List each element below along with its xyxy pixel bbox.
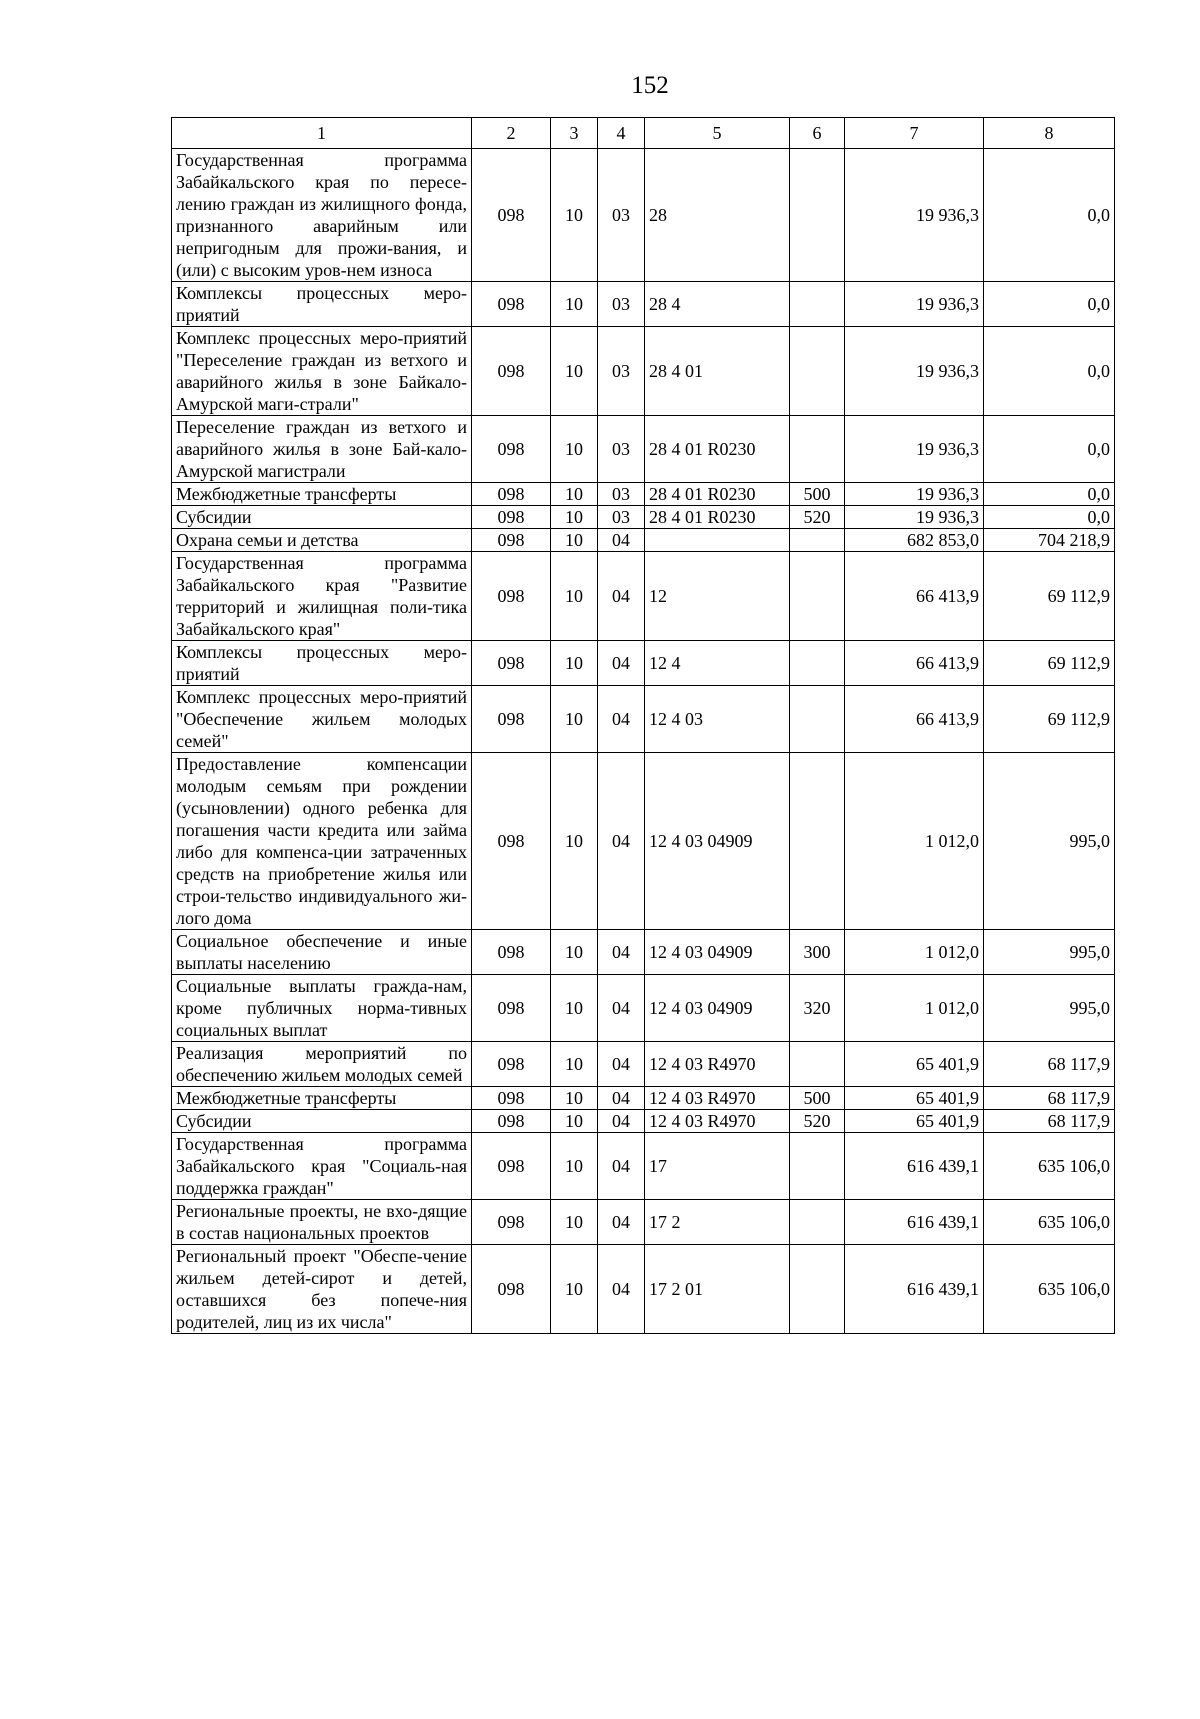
amount-year1-cell: 19 936,3 — [845, 282, 984, 327]
header-cell-7: 7 — [845, 118, 984, 149]
section-cell: 10 — [551, 327, 598, 416]
item-name-cell: Региональный проект "Обеспе-чение жильем детей-сирот и детей, оставшихся без попече-ния родителей, лиц из их числа" — [172, 1245, 472, 1334]
section-cell: 10 — [551, 529, 598, 552]
amount-year1-cell: 1 012,0 — [845, 975, 984, 1042]
item-name-cell: Охрана семьи и детства — [172, 529, 472, 552]
target-article-cell: 28 4 01 R0230 — [645, 483, 790, 506]
amount-year1-cell: 66 413,9 — [845, 552, 984, 641]
target-article-cell: 17 2 — [645, 1200, 790, 1245]
target-article-cell: 17 2 01 — [645, 1245, 790, 1334]
admin-code-cell: 098 — [472, 483, 551, 506]
amount-year2-cell: 68 117,9 — [984, 1087, 1115, 1110]
target-article-cell: 12 — [645, 552, 790, 641]
target-article-cell: 12 4 03 04909 — [645, 753, 790, 930]
section-cell: 10 — [551, 282, 598, 327]
amount-year1-cell: 19 936,3 — [845, 149, 984, 282]
subsection-cell: 03 — [598, 416, 645, 483]
table-row — [172, 641, 1115, 686]
item-name-cell: Межбюджетные трансферты — [172, 1087, 472, 1110]
amount-year1-cell: 616 439,1 — [845, 1133, 984, 1200]
target-article-cell: 12 4 03 R4970 — [645, 1042, 790, 1087]
subsection-cell: 04 — [598, 753, 645, 930]
table-row — [172, 686, 1115, 753]
expense-type-cell — [790, 282, 845, 327]
expense-type-cell — [790, 1042, 845, 1087]
table-row — [172, 416, 1115, 483]
amount-year2-cell: 0,0 — [984, 282, 1115, 327]
amount-year2-cell: 704 218,9 — [984, 529, 1115, 552]
amount-year1-cell: 19 936,3 — [845, 483, 984, 506]
section-cell: 10 — [551, 1087, 598, 1110]
expense-type-cell: 500 — [790, 483, 845, 506]
expense-type-cell — [790, 686, 845, 753]
expense-type-cell — [790, 149, 845, 282]
admin-code-cell: 098 — [472, 1200, 551, 1245]
budget-table — [171, 117, 1115, 1334]
admin-code-cell: 098 — [472, 1245, 551, 1334]
admin-code-cell: 098 — [472, 506, 551, 529]
admin-code-cell: 098 — [472, 753, 551, 930]
amount-year2-cell: 0,0 — [984, 416, 1115, 483]
section-cell: 10 — [551, 686, 598, 753]
target-article-cell: 12 4 03 R4970 — [645, 1087, 790, 1110]
header-cell-8: 8 — [984, 118, 1115, 149]
expense-type-cell: 520 — [790, 1110, 845, 1133]
section-cell: 10 — [551, 1042, 598, 1087]
table-row — [172, 753, 1115, 930]
admin-code-cell: 098 — [472, 149, 551, 282]
table-row — [172, 483, 1115, 506]
amount-year1-cell: 1 012,0 — [845, 930, 984, 975]
amount-year1-cell: 65 401,9 — [845, 1087, 984, 1110]
section-cell: 10 — [551, 416, 598, 483]
amount-year1-cell: 682 853,0 — [845, 529, 984, 552]
header-cell-4: 4 — [598, 118, 645, 149]
expense-type-cell — [790, 416, 845, 483]
amount-year2-cell: 995,0 — [984, 753, 1115, 930]
section-cell: 10 — [551, 1200, 598, 1245]
table-row — [172, 1133, 1115, 1200]
table-row — [172, 1245, 1115, 1334]
header-cell-5: 5 — [645, 118, 790, 149]
admin-code-cell: 098 — [472, 327, 551, 416]
target-article-cell — [645, 529, 790, 552]
subsection-cell: 03 — [598, 149, 645, 282]
admin-code-cell: 098 — [472, 282, 551, 327]
admin-code-cell: 098 — [472, 529, 551, 552]
amount-year2-cell: 0,0 — [984, 327, 1115, 416]
table-row — [172, 282, 1115, 327]
subsection-cell: 04 — [598, 686, 645, 753]
subsection-cell: 03 — [598, 327, 645, 416]
expense-type-cell: 500 — [790, 1087, 845, 1110]
amount-year2-cell: 635 106,0 — [984, 1245, 1115, 1334]
expense-type-cell — [790, 1200, 845, 1245]
subsection-cell: 04 — [598, 529, 645, 552]
amount-year1-cell: 65 401,9 — [845, 1110, 984, 1133]
admin-code-cell: 098 — [472, 416, 551, 483]
amount-year2-cell: 635 106,0 — [984, 1200, 1115, 1245]
section-cell: 10 — [551, 149, 598, 282]
item-name-cell: Межбюджетные трансферты — [172, 483, 472, 506]
amount-year2-cell: 69 112,9 — [984, 641, 1115, 686]
section-cell: 10 — [551, 1245, 598, 1334]
amount-year1-cell: 1 012,0 — [845, 753, 984, 930]
amount-year2-cell: 69 112,9 — [984, 552, 1115, 641]
amount-year2-cell: 0,0 — [984, 506, 1115, 529]
item-name-cell: Переселение граждан из ветхого и аварийного жилья в зоне Бай-кало-Амурской магистрали — [172, 416, 472, 483]
section-cell: 10 — [551, 483, 598, 506]
subsection-cell: 04 — [598, 930, 645, 975]
amount-year2-cell: 68 117,9 — [984, 1042, 1115, 1087]
amount-year2-cell: 995,0 — [984, 930, 1115, 975]
table-row — [172, 149, 1115, 282]
section-cell: 10 — [551, 753, 598, 930]
subsection-cell: 04 — [598, 1087, 645, 1110]
admin-code-cell: 098 — [472, 930, 551, 975]
table-row — [172, 930, 1115, 975]
subsection-cell: 04 — [598, 1133, 645, 1200]
admin-code-cell: 098 — [472, 641, 551, 686]
subsection-cell: 03 — [598, 506, 645, 529]
item-name-cell: Комплексы процессных меро-приятий — [172, 282, 472, 327]
item-name-cell: Социальное обеспечение и иные выплаты населению — [172, 930, 472, 975]
target-article-cell: 12 4 03 04909 — [645, 930, 790, 975]
amount-year2-cell: 69 112,9 — [984, 686, 1115, 753]
amount-year1-cell: 19 936,3 — [845, 506, 984, 529]
admin-code-cell: 098 — [472, 1110, 551, 1133]
subsection-cell: 03 — [598, 282, 645, 327]
section-cell: 10 — [551, 1110, 598, 1133]
amount-year1-cell: 66 413,9 — [845, 686, 984, 753]
item-name-cell: Комплекс процессных меро-приятий "Обеспечение жильем молодых семей" — [172, 686, 472, 753]
expense-type-cell — [790, 1133, 845, 1200]
item-name-cell: Комплекс процессных меро-приятий "Переселение граждан из ветхого и аварийного жилья в зоне Байкало-Амурской маги-страли" — [172, 327, 472, 416]
subsection-cell: 04 — [598, 1245, 645, 1334]
target-article-cell: 28 4 — [645, 282, 790, 327]
expense-type-cell — [790, 552, 845, 641]
item-name-cell: Предоставление компенсации молодым семьям при рождении (усыновлении) одного ребенка для погашения части кредита или займа либо для компенса-ции затраченных средств на приобретение жилья или строи-тельство индивидуального жи-лого дома — [172, 753, 472, 930]
table-row — [172, 1042, 1115, 1087]
section-cell: 10 — [551, 1133, 598, 1200]
subsection-cell: 04 — [598, 1042, 645, 1087]
section-cell: 10 — [551, 930, 598, 975]
table-row — [172, 552, 1115, 641]
subsection-cell: 03 — [598, 483, 645, 506]
target-article-cell: 28 4 01 R0230 — [645, 416, 790, 483]
item-name-cell: Субсидии — [172, 506, 472, 529]
admin-code-cell: 098 — [472, 975, 551, 1042]
amount-year1-cell: 616 439,1 — [845, 1245, 984, 1334]
target-article-cell: 12 4 03 04909 — [645, 975, 790, 1042]
expense-type-cell: 300 — [790, 930, 845, 975]
subsection-cell: 04 — [598, 1200, 645, 1245]
table-row — [172, 975, 1115, 1042]
subsection-cell: 04 — [598, 641, 645, 686]
item-name-cell: Региональные проекты, не вхо-дящие в состав национальных проектов — [172, 1200, 472, 1245]
item-name-cell: Субсидии — [172, 1110, 472, 1133]
amount-year2-cell: 0,0 — [984, 483, 1115, 506]
expense-type-cell — [790, 641, 845, 686]
section-cell: 10 — [551, 975, 598, 1042]
expense-type-cell: 520 — [790, 506, 845, 529]
amount-year1-cell: 66 413,9 — [845, 641, 984, 686]
target-article-cell: 12 4 03 — [645, 686, 790, 753]
amount-year1-cell: 19 936,3 — [845, 416, 984, 483]
table-row — [172, 1200, 1115, 1245]
target-article-cell: 28 4 01 R0230 — [645, 506, 790, 529]
amount-year2-cell: 68 117,9 — [984, 1110, 1115, 1133]
admin-code-cell: 098 — [472, 1087, 551, 1110]
section-cell: 10 — [551, 641, 598, 686]
item-name-cell: Государственная программа Забайкальского края по пересе-лению граждан из жилищного фонда, признанного аварийным или непригодным для прожи-вания, и (или) с высоким уров-нем износа — [172, 149, 472, 282]
target-article-cell: 28 4 01 — [645, 327, 790, 416]
table-row — [172, 506, 1115, 529]
page-number: 152 — [631, 72, 669, 99]
amount-year2-cell: 635 106,0 — [984, 1133, 1115, 1200]
table-row — [172, 1087, 1115, 1110]
subsection-cell: 04 — [598, 552, 645, 641]
header-cell-2: 2 — [472, 118, 551, 149]
item-name-cell: Социальные выплаты гражда-нам, кроме публичных норма-тивных социальных выплат — [172, 975, 472, 1042]
amount-year1-cell: 19 936,3 — [845, 327, 984, 416]
header-cell-3: 3 — [551, 118, 598, 149]
item-name-cell: Комплексы процессных меро-приятий — [172, 641, 472, 686]
expense-type-cell — [790, 327, 845, 416]
expense-type-cell — [790, 1245, 845, 1334]
header-row — [172, 118, 1115, 149]
amount-year1-cell: 65 401,9 — [845, 1042, 984, 1087]
item-name-cell: Государственная программа Забайкальского края "Развитие территорий и жилищная поли-тика Забайкальского края" — [172, 552, 472, 641]
amount-year1-cell: 616 439,1 — [845, 1200, 984, 1245]
target-article-cell: 28 — [645, 149, 790, 282]
admin-code-cell: 098 — [472, 552, 551, 641]
admin-code-cell: 098 — [472, 1042, 551, 1087]
expense-type-cell — [790, 529, 845, 552]
admin-code-cell: 098 — [472, 1133, 551, 1200]
subsection-cell: 04 — [598, 1110, 645, 1133]
section-cell: 10 — [551, 506, 598, 529]
header-cell-1: 1 — [172, 118, 472, 149]
subsection-cell: 04 — [598, 975, 645, 1042]
expense-type-cell — [790, 753, 845, 930]
item-name-cell: Реализация мероприятий по обеспечению жильем молодых семей — [172, 1042, 472, 1087]
amount-year2-cell: 995,0 — [984, 975, 1115, 1042]
target-article-cell: 12 4 03 R4970 — [645, 1110, 790, 1133]
admin-code-cell: 098 — [472, 686, 551, 753]
section-cell: 10 — [551, 552, 598, 641]
table-row — [172, 529, 1115, 552]
table-row — [172, 1110, 1115, 1133]
expense-type-cell: 320 — [790, 975, 845, 1042]
target-article-cell: 17 — [645, 1133, 790, 1200]
target-article-cell: 12 4 — [645, 641, 790, 686]
header-cell-6: 6 — [790, 118, 845, 149]
amount-year2-cell: 0,0 — [984, 149, 1115, 282]
item-name-cell: Государственная программа Забайкальского края "Социаль-ная поддержка граждан" — [172, 1133, 472, 1200]
table-row — [172, 327, 1115, 416]
